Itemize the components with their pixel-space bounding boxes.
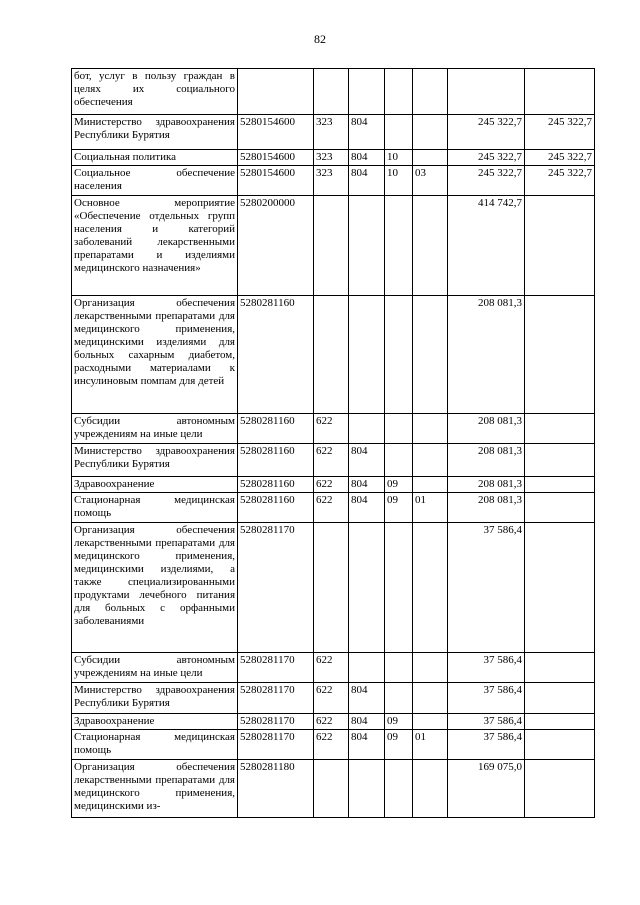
cell-amount-2 [525, 69, 595, 115]
cell-target-code: 5280281160 [238, 493, 314, 523]
cell-target-code: 5280154600 [238, 150, 314, 166]
cell-target-code: 5280281160 [238, 444, 314, 477]
cell-amount-1: 208 081,3 [448, 296, 525, 414]
cell-amount-2 [525, 760, 595, 818]
cell-subsection [413, 477, 448, 493]
cell-target-code: 5280281160 [238, 477, 314, 493]
cell-name: Организация обеспечения лекарственными препаратами для медицинского применения, медицинскими изделиями для больных сахарным диабетом, расходными материалами к инсулиновым помпам для детей [72, 296, 238, 414]
cell-amount-2 [525, 653, 595, 683]
cell-subsection [413, 653, 448, 683]
cell-name: Основное мероприятие «Обеспечение отдельных групп населения и категорий заболеваний лекарственными препаратами и изделиями медицинского назначения» [72, 196, 238, 296]
cell-amount-1 [448, 69, 525, 115]
cell-section: 10 [385, 150, 413, 166]
cell-amount-2 [525, 523, 595, 653]
cell-section: 10 [385, 166, 413, 196]
cell-administrator [349, 414, 385, 444]
cell-target-code: 5280281160 [238, 296, 314, 414]
cell-section: 09 [385, 477, 413, 493]
cell-section [385, 523, 413, 653]
table-row [72, 414, 595, 444]
cell-target-code: 5280281180 [238, 760, 314, 818]
cell-administrator: 804 [349, 115, 385, 150]
cell-administrator [349, 196, 385, 296]
cell-expense-type: 622 [314, 683, 349, 714]
cell-amount-2: 245 322,7 [525, 166, 595, 196]
table-row [72, 714, 595, 730]
cell-name: Министерство здравоохранения Республики Бурятия [72, 115, 238, 150]
cell-subsection [413, 115, 448, 150]
cell-section [385, 683, 413, 714]
table-row [72, 760, 595, 818]
table-row [72, 523, 595, 653]
cell-administrator: 804 [349, 166, 385, 196]
cell-name: Стационарная медицинская помощь [72, 493, 238, 523]
cell-expense-type [314, 296, 349, 414]
cell-administrator: 804 [349, 493, 385, 523]
cell-amount-1: 37 586,4 [448, 714, 525, 730]
cell-section [385, 653, 413, 683]
cell-amount-2 [525, 493, 595, 523]
cell-expense-type: 622 [314, 414, 349, 444]
cell-section [385, 414, 413, 444]
cell-expense-type: 323 [314, 166, 349, 196]
cell-section: 09 [385, 714, 413, 730]
table-row [72, 296, 595, 414]
cell-amount-1: 37 586,4 [448, 653, 525, 683]
cell-administrator: 804 [349, 714, 385, 730]
table-row [72, 493, 595, 523]
cell-expense-type [314, 69, 349, 115]
cell-amount-1: 37 586,4 [448, 683, 525, 714]
cell-subsection: 01 [413, 493, 448, 523]
cell-subsection [413, 150, 448, 166]
cell-name: Организация обеспечения лекарственными препаратами для медицинского применения, медицинскими изделиями, а также специализированными продуктами лечебного питания для больных с орфанными заболеваниями [72, 523, 238, 653]
cell-section: 09 [385, 493, 413, 523]
table-row [72, 69, 595, 115]
budget-table [71, 68, 595, 818]
cell-section [385, 115, 413, 150]
cell-amount-2: 245 322,7 [525, 115, 595, 150]
cell-subsection [413, 523, 448, 653]
cell-name: бот, услуг в пользу граждан в целях их социального обеспечения [72, 69, 238, 115]
cell-amount-1: 169 075,0 [448, 760, 525, 818]
table-row [72, 150, 595, 166]
cell-administrator: 804 [349, 444, 385, 477]
cell-subsection [413, 683, 448, 714]
cell-section: 09 [385, 730, 413, 760]
cell-target-code: 5280154600 [238, 115, 314, 150]
cell-administrator: 804 [349, 477, 385, 493]
cell-expense-type: 622 [314, 730, 349, 760]
cell-amount-1: 414 742,7 [448, 196, 525, 296]
cell-section [385, 196, 413, 296]
cell-section [385, 69, 413, 115]
cell-administrator [349, 523, 385, 653]
cell-expense-type [314, 760, 349, 818]
cell-name: Организация обеспечения лекарственными препаратами для медицинского применения, медицинскими из- [72, 760, 238, 818]
cell-subsection [413, 414, 448, 444]
cell-name: Социальное обеспечение населения [72, 166, 238, 196]
cell-section [385, 444, 413, 477]
cell-amount-1: 37 586,4 [448, 730, 525, 760]
cell-name: Здравоохранение [72, 714, 238, 730]
cell-expense-type: 323 [314, 115, 349, 150]
cell-amount-2 [525, 444, 595, 477]
cell-amount-2 [525, 196, 595, 296]
cell-subsection [413, 760, 448, 818]
table-row [72, 166, 595, 196]
cell-subsection: 01 [413, 730, 448, 760]
cell-administrator: 804 [349, 150, 385, 166]
cell-section [385, 760, 413, 818]
cell-target-code: 5280154600 [238, 166, 314, 196]
cell-amount-1: 245 322,7 [448, 150, 525, 166]
cell-section [385, 296, 413, 414]
cell-expense-type: 622 [314, 714, 349, 730]
cell-subsection [413, 196, 448, 296]
cell-amount-1: 208 081,3 [448, 493, 525, 523]
cell-amount-2 [525, 296, 595, 414]
table-row [72, 653, 595, 683]
cell-target-code: 5280281170 [238, 714, 314, 730]
cell-name: Социальная политика [72, 150, 238, 166]
cell-name: Министерство здравоохранения Республики Бурятия [72, 444, 238, 477]
cell-name: Здравоохранение [72, 477, 238, 493]
cell-amount-1: 245 322,7 [448, 166, 525, 196]
cell-amount-2 [525, 477, 595, 493]
cell-target-code: 5280281170 [238, 523, 314, 653]
cell-subsection [413, 69, 448, 115]
cell-expense-type [314, 523, 349, 653]
cell-expense-type: 622 [314, 444, 349, 477]
cell-subsection [413, 714, 448, 730]
cell-amount-1: 37 586,4 [448, 523, 525, 653]
table-row [72, 730, 595, 760]
cell-name: Субсидии автономным учреждениям на иные цели [72, 414, 238, 444]
cell-subsection [413, 444, 448, 477]
cell-amount-2 [525, 414, 595, 444]
cell-amount-1: 208 081,3 [448, 414, 525, 444]
table-row [72, 683, 595, 714]
cell-name: Субсидии автономным учреждениям на иные цели [72, 653, 238, 683]
cell-administrator [349, 296, 385, 414]
cell-target-code: 5280281170 [238, 653, 314, 683]
table-row [72, 115, 595, 150]
cell-amount-1: 208 081,3 [448, 444, 525, 477]
page-number: 82 [314, 32, 326, 46]
cell-amount-2: 245 322,7 [525, 150, 595, 166]
cell-target-code [238, 69, 314, 115]
cell-administrator [349, 69, 385, 115]
cell-subsection: 03 [413, 166, 448, 196]
cell-administrator [349, 653, 385, 683]
cell-amount-2 [525, 683, 595, 714]
cell-target-code: 5280200000 [238, 196, 314, 296]
cell-administrator: 804 [349, 683, 385, 714]
cell-subsection [413, 296, 448, 414]
cell-administrator [349, 760, 385, 818]
cell-amount-2 [525, 730, 595, 760]
cell-administrator: 804 [349, 730, 385, 760]
table-row [72, 196, 595, 296]
cell-expense-type [314, 196, 349, 296]
cell-expense-type: 323 [314, 150, 349, 166]
cell-target-code: 5280281160 [238, 414, 314, 444]
cell-amount-1: 245 322,7 [448, 115, 525, 150]
table-row [72, 477, 595, 493]
cell-expense-type: 622 [314, 653, 349, 683]
cell-expense-type: 622 [314, 493, 349, 523]
cell-amount-1: 208 081,3 [448, 477, 525, 493]
cell-target-code: 5280281170 [238, 730, 314, 760]
cell-target-code: 5280281170 [238, 683, 314, 714]
cell-name: Стационарная медицинская помощь [72, 730, 238, 760]
cell-expense-type: 622 [314, 477, 349, 493]
cell-name: Министерство здравоохранения Республики Бурятия [72, 683, 238, 714]
cell-amount-2 [525, 714, 595, 730]
table-row [72, 444, 595, 477]
